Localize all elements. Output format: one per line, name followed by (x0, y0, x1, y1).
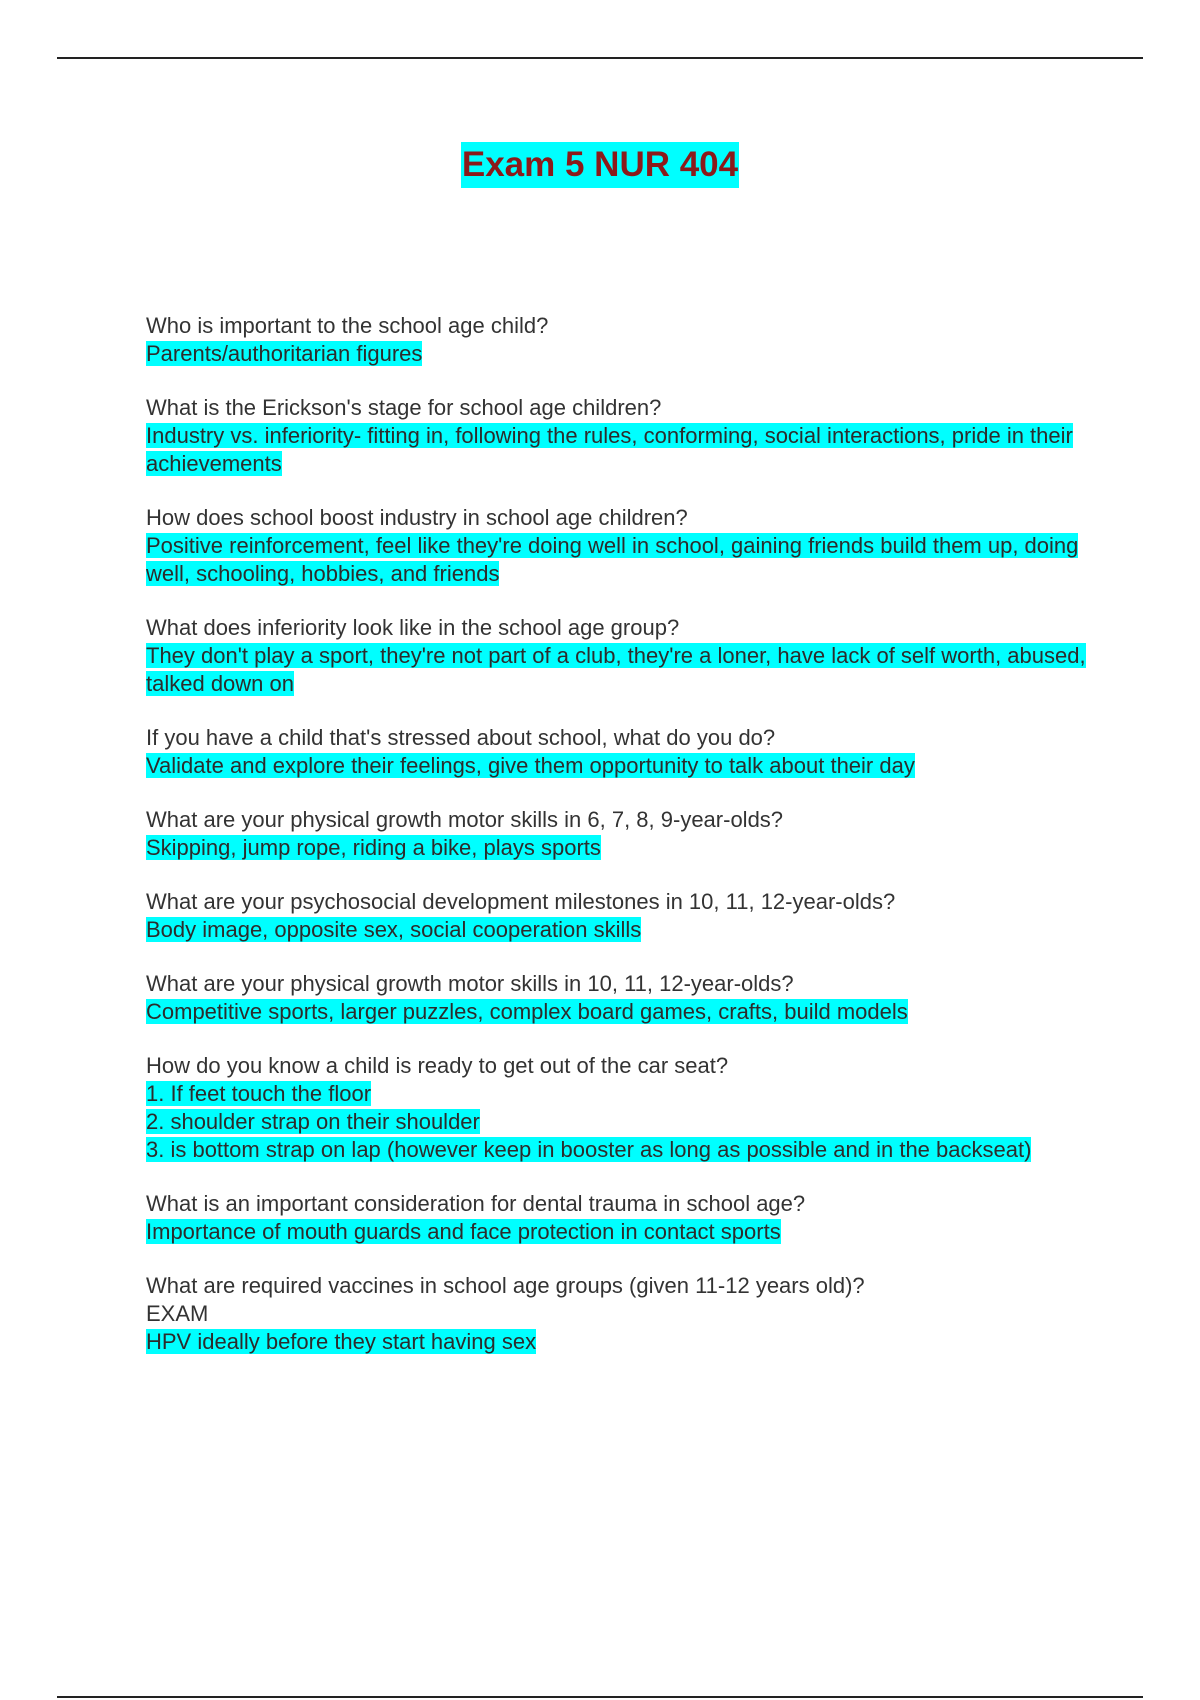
answer-line (146, 1108, 1106, 1136)
document-title: Exam 5 NUR 404 (461, 142, 739, 188)
answer-line (146, 916, 1106, 944)
answer-line (146, 532, 1106, 588)
answer-line (146, 1136, 1106, 1164)
answer-highlight: Validate and explore their feelings, give them opportunity to talk about their day (146, 753, 915, 778)
answer-highlight: 1. If feet touch the floor (146, 1081, 372, 1106)
qa-item (146, 806, 1106, 862)
answer-line (146, 1218, 1106, 1246)
qa-item (146, 888, 1106, 944)
answer-highlight: 2. shoulder strap on their shoulder (146, 1109, 480, 1134)
bottom-rule (57, 1696, 1143, 1698)
answer-line (146, 642, 1106, 698)
question-text: Who is important to the school age child? (146, 313, 549, 338)
question-text: How do you know a child is ready to get out of the car seat? (146, 1053, 729, 1078)
answer-highlight: Importance of mouth guards and face protection in contact sports (146, 1219, 781, 1244)
answer-line (146, 834, 1106, 862)
qa-item (146, 1190, 1106, 1246)
answer-highlight: They don't play a sport, they're not part of a club, they're a loner, have lack of self worth, abused, talked down on (146, 643, 1086, 696)
qa-item (146, 614, 1106, 698)
answer-highlight: Skipping, jump rope, riding a bike, plays sports (146, 835, 601, 860)
answer-highlight: Industry vs. inferiority- fitting in, following the rules, conforming, social interactions, pride in their achievements (146, 423, 1073, 476)
question-text: What are your psychosocial development milestones in 10, 11, 12-year-olds? (146, 889, 896, 914)
qa-item (146, 1052, 1106, 1164)
answer-line (146, 1080, 1106, 1108)
answer-line (146, 422, 1106, 478)
answer-highlight: 3. is bottom strap on lap (however keep in booster as long as possible and in the backseat) (146, 1137, 1032, 1162)
question-text: If you have a child that's stressed about school, what do you do? (146, 725, 776, 750)
question-text: What is the Erickson's stage for school age children? (146, 395, 662, 420)
answer-line (146, 998, 1106, 1026)
qa-item (146, 970, 1106, 1026)
question-text: How does school boost industry in school age children? (146, 505, 688, 530)
answer-line (146, 340, 1106, 368)
answer-highlight: Competitive sports, larger puzzles, complex board games, crafts, build models (146, 999, 908, 1024)
question-text: What does inferiority look like in the school age group? (146, 615, 680, 640)
answer-highlight: HPV ideally before they start having sex (146, 1329, 537, 1354)
question-text: What is an important consideration for dental trauma in school age? (146, 1191, 806, 1216)
qa-list (146, 312, 1106, 1382)
question-text: What are your physical growth motor skills in 6, 7, 8, 9-year-olds? (146, 807, 784, 832)
answer-highlight: Positive reinforcement, feel like they're doing well in school, gaining friends build them up, doing well, schooling, hobbies, and friends (146, 533, 1079, 586)
qa-item (146, 504, 1106, 588)
question-text: What are required vaccines in school age groups (given 11-12 years old)? (146, 1273, 865, 1298)
question-note: EXAM (146, 1301, 209, 1326)
answer-line (146, 1328, 1106, 1356)
qa-item (146, 312, 1106, 368)
qa-item (146, 394, 1106, 478)
question-text: What are your physical growth motor skills in 10, 11, 12-year-olds? (146, 971, 794, 996)
top-rule (57, 57, 1143, 59)
title-container (0, 142, 1200, 188)
answer-highlight: Body image, opposite sex, social cooperation skills (146, 917, 642, 942)
answer-line (146, 752, 1106, 780)
answer-highlight: Parents/authoritarian figures (146, 341, 423, 366)
qa-item (146, 724, 1106, 780)
qa-item (146, 1272, 1106, 1356)
